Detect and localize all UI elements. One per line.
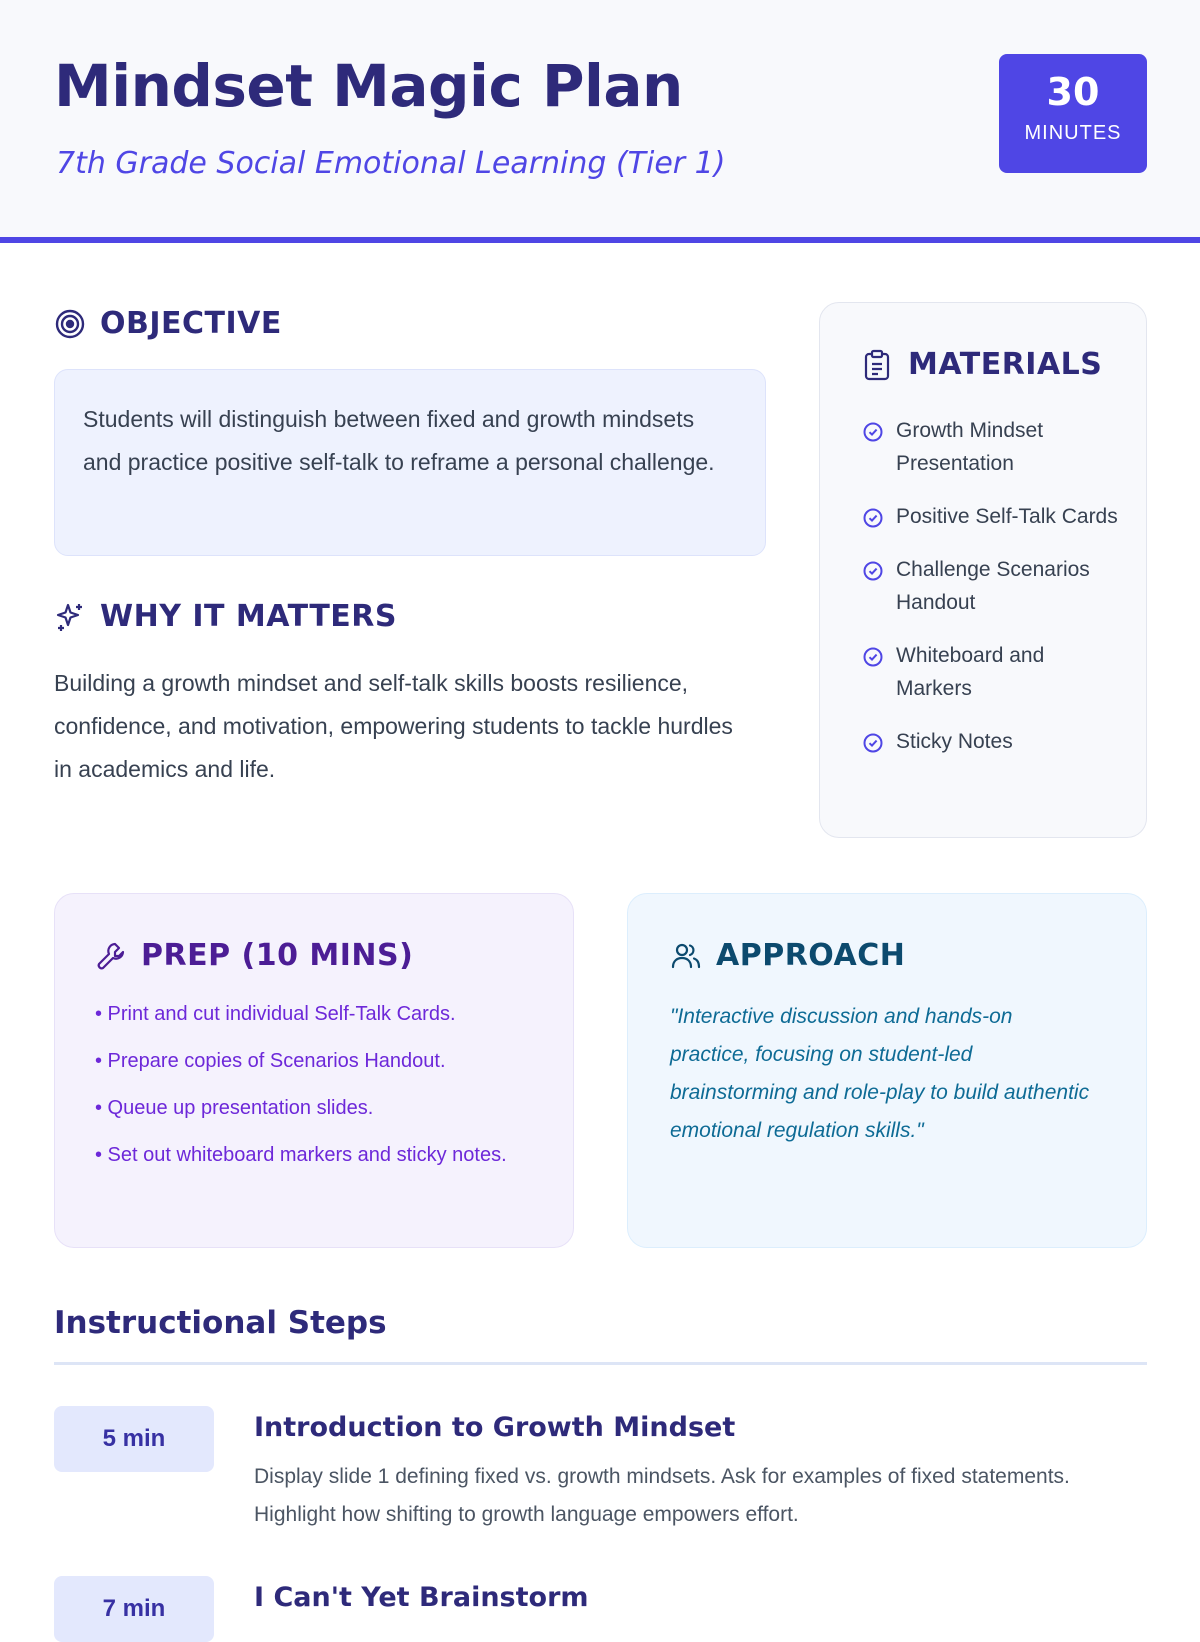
list-item xyxy=(862,639,1122,705)
material-label: Whiteboard and Markers xyxy=(896,644,1045,700)
wrench-icon xyxy=(95,940,127,972)
step-title: I Can't Yet Brainstorm xyxy=(254,1582,589,1613)
check-circle-icon xyxy=(862,731,884,753)
approach-label: APPROACH xyxy=(716,938,906,973)
why-heading xyxy=(54,599,397,634)
materials-label: MATERIALS xyxy=(908,347,1103,382)
list-item xyxy=(862,553,1122,619)
objective-box xyxy=(54,369,766,556)
steps-divider xyxy=(54,1362,1147,1365)
sparkles-icon xyxy=(54,601,86,633)
approach-heading xyxy=(670,938,905,973)
step-item xyxy=(54,1576,1147,1622)
list-item xyxy=(862,414,1122,480)
page-title: Mindset Magic Plan xyxy=(54,52,683,120)
materials-panel xyxy=(819,302,1147,838)
step-time-badge: 5 min xyxy=(54,1406,214,1472)
list-item: • Print and cut individual Self-Talk Cards. xyxy=(95,1003,456,1025)
list-item: • Prepare copies of Scenarios Handout. xyxy=(95,1050,446,1072)
why-text: Building a growth mindset and self-talk skills boosts resilience, confidence, and motivation, empowering students to tackle hurdles in academics and life. xyxy=(54,670,733,782)
users-icon xyxy=(670,940,702,972)
check-circle-icon xyxy=(862,645,884,667)
objective-heading xyxy=(54,306,282,341)
prep-card xyxy=(54,893,574,1248)
prep-list xyxy=(95,998,535,1186)
objective-text: Students will distinguish between fixed and growth mindsets and practice positive self-talk to reframe a personal challenge. xyxy=(83,406,715,475)
target-icon xyxy=(54,308,86,340)
duration-value: 30 xyxy=(1046,70,1100,114)
duration-badge xyxy=(999,54,1147,173)
list-item: • Queue up presentation slides. xyxy=(95,1097,374,1119)
objective-label: OBJECTIVE xyxy=(100,306,282,341)
step-item xyxy=(54,1406,1147,1536)
approach-quote: "Interactive discussion and hands-on practice, focusing on student-led brainstorming and role-play to build authentic emotional regulation skills." xyxy=(670,1005,1090,1142)
list-item xyxy=(862,725,1122,758)
material-label: Positive Self-Talk Cards xyxy=(896,505,1118,528)
material-label: Sticky Notes xyxy=(896,730,1013,753)
step-description: Display slide 1 defining fixed vs. growth mindsets. Ask for examples of fixed statements. Highlight how shifting to growth language empowers effort. xyxy=(254,1465,1070,1526)
page-header xyxy=(0,0,1200,243)
list-item: • Set out whiteboard markers and sticky notes. xyxy=(95,1144,507,1166)
list-item xyxy=(862,500,1122,533)
step-title: Introduction to Growth Mindset xyxy=(254,1412,736,1443)
why-label: WHY IT MATTERS xyxy=(100,599,397,634)
material-label: Growth Mindset Presentation xyxy=(896,419,1044,475)
step-time-badge: 7 min xyxy=(54,1576,214,1642)
materials-list xyxy=(862,414,1122,778)
check-circle-icon xyxy=(862,420,884,442)
page-subtitle: 7th Grade Social Emotional Learning (Tier 1) xyxy=(56,146,726,181)
duration-unit: MINUTES xyxy=(1024,122,1122,144)
approach-card xyxy=(627,893,1147,1248)
clipboard-icon xyxy=(862,349,894,381)
steps-title: Instructional Steps xyxy=(54,1305,387,1341)
check-circle-icon xyxy=(862,506,884,528)
prep-label: PREP (10 MINS) xyxy=(141,938,414,973)
prep-heading xyxy=(95,938,413,973)
material-label: Challenge Scenarios Handout xyxy=(896,558,1090,614)
materials-heading xyxy=(862,347,1102,382)
check-circle-icon xyxy=(862,559,884,581)
